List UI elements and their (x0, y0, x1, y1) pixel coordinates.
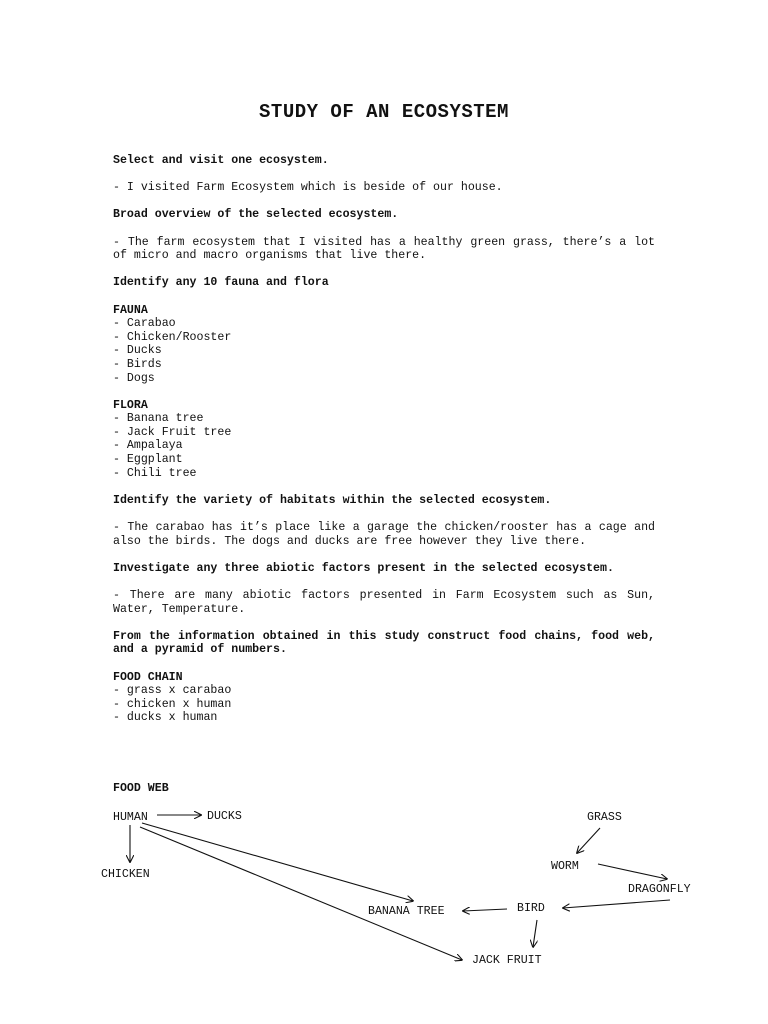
list-item: - Birds (113, 357, 162, 371)
list-item: - Eggplant (113, 453, 183, 467)
list-item: - Ampalaya (113, 439, 183, 453)
list-item: - ducks x human (113, 711, 218, 725)
food-web-arrow-dragonfly-to-bird (563, 900, 670, 908)
section-heading-habitats: Identify the variety of habitats within the selected ecosystem. (113, 493, 552, 507)
food-web-arrow-human-to-banana-tree (142, 823, 413, 901)
section-heading-fauna-flora: Identify any 10 fauna and flora (113, 276, 329, 290)
section-heading-overview: Broad overview of the selected ecosystem. (113, 208, 399, 222)
food-web-node-ducks: DUCKS (207, 810, 242, 823)
food-web-arrow-bird-to-jack-fruit (533, 920, 537, 947)
food-web-node-human: HUMAN (113, 811, 148, 824)
list-item: - Dogs (113, 371, 155, 385)
section-text-overview: - The farm ecosystem that I visited has a healthy green grass, there’s a lot of micro and macro organisms that live there. (113, 235, 655, 263)
section-heading-construct: From the information obtained in this study construct food chains, food web, and a pyramid of numbers. (113, 629, 655, 657)
section-text-abiotic: - There are many abiotic factors presented in Farm Ecosystem such as Sun, Water, Temperature. (113, 589, 655, 616)
list-item: - Jack Fruit tree (113, 425, 232, 439)
section-text-visit: - I visited Farm Ecosystem which is beside of our house. (113, 181, 503, 195)
food-web-arrow-worm-to-dragonfly (598, 864, 667, 879)
food-web-node-worm: WORM (551, 860, 579, 873)
food-web-arrow-human-to-jack-fruit (140, 827, 462, 960)
flora-heading: FLORA (113, 398, 148, 412)
section-text-habitats: - The carabao has it’s place like a garage the chicken/rooster has a cage and also the birds. The dogs and ducks are free however they live there. (113, 521, 655, 548)
food-web-node-chicken: CHICKEN (101, 868, 150, 881)
list-item: - Carabao (113, 317, 176, 331)
food-web-arrow-grass-to-worm (577, 828, 600, 853)
food-web-node-grass: GRASS (587, 811, 622, 824)
food-web-node-bird: BIRD (517, 902, 545, 915)
list-item: - Chicken/Rooster (113, 330, 232, 344)
food-web-arrow-bird-to-banana-tree (463, 909, 507, 911)
food-web-node-banana-tree: BANANA TREE (368, 905, 445, 918)
food-web-heading: FOOD WEB (113, 782, 169, 795)
fauna-heading: FAUNA (113, 303, 148, 317)
list-item: - Ducks (113, 344, 162, 358)
list-item: - Chili tree (113, 466, 197, 480)
section-heading-abiotic: Investigate any three abiotic factors present in the selected ecosystem. (113, 561, 614, 575)
document-title: STUDY OF AN ECOSYSTEM (259, 101, 509, 123)
list-item: - chicken x human (113, 697, 232, 711)
list-item: - Banana tree (113, 412, 204, 426)
list-item: - grass x carabao (113, 684, 232, 698)
section-heading-visit: Select and visit one ecosystem. (113, 154, 329, 167)
food-web-node-dragonfly: DRAGONFLY (628, 883, 691, 896)
food-web-node-jack-fruit: JACK FRUIT (472, 954, 542, 967)
food-chain-heading: FOOD CHAIN (113, 670, 183, 684)
